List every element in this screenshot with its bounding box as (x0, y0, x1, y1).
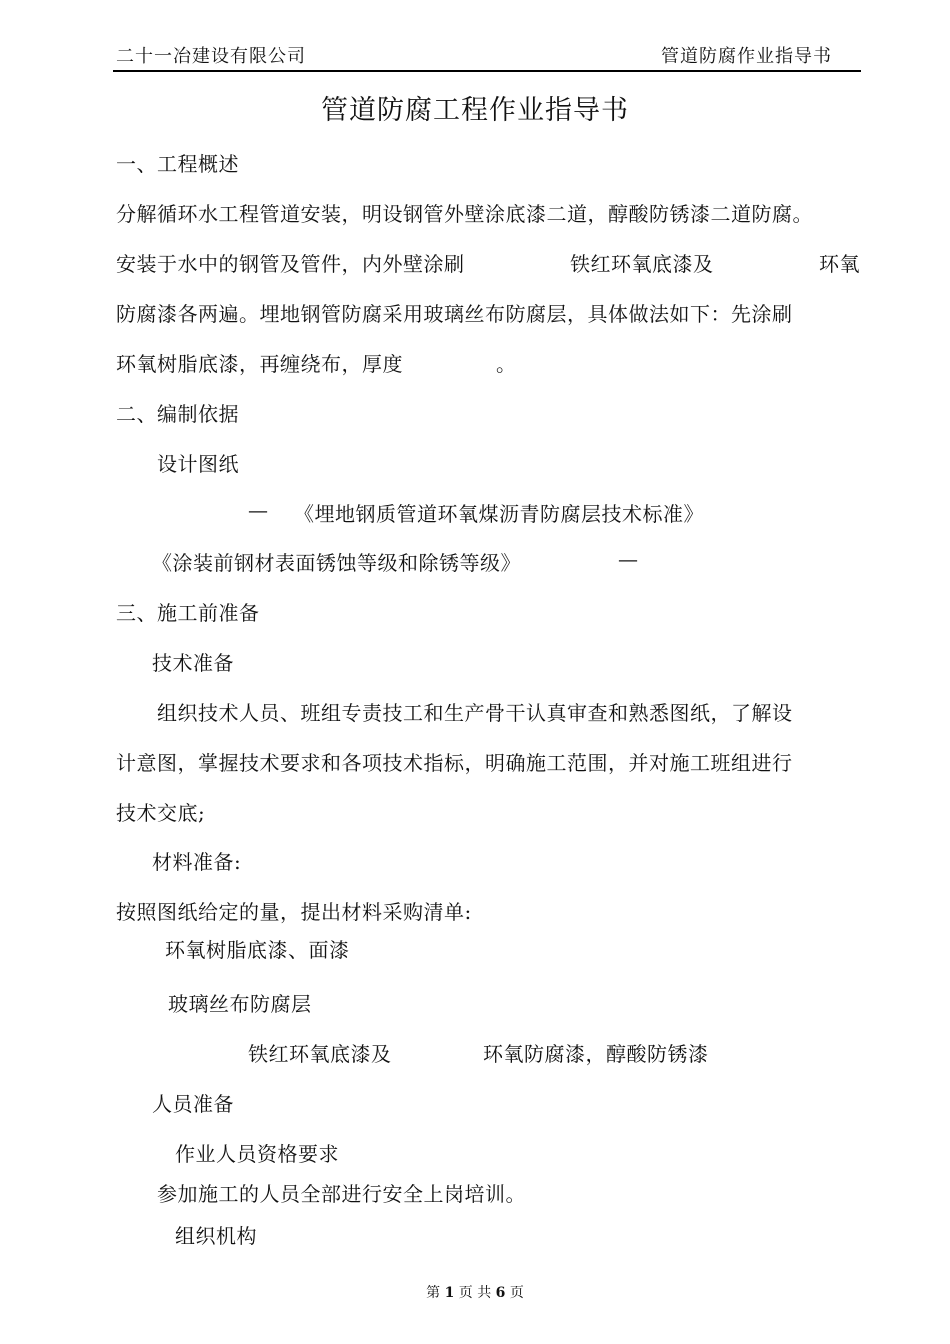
footer-page: 1 (444, 1285, 455, 1301)
footer-word-2: 页 共 (458, 1285, 492, 1301)
overview-line-1: 分解循环水工程管道安装，明设钢管外壁涂底漆二道，醇酸防锈漆二道防腐。 (116, 202, 813, 226)
section-heading-basis: 二、编制依据 (116, 402, 239, 426)
basis-item-3-dash: — (618, 547, 639, 571)
basis-item-2-dash: — (248, 498, 269, 522)
staff-training: 参加施工的人员全部进行安全上岗培训。 (157, 1182, 526, 1206)
overview-line-2-part-c: 环氧 (819, 252, 860, 276)
section-heading-overview: 一、工程概述 (116, 152, 239, 176)
basis-item-3-title: 《涂装前钢材表面锈蚀等级和除锈等级》 (152, 551, 521, 575)
overview-line-4-end: 。 (496, 352, 517, 376)
prep-staff-title: 人员准备 (152, 1092, 234, 1116)
overview-line-2-part-b: 铁红环氧底漆及 (570, 252, 714, 276)
header-doc-name: 管道防腐作业指导书 (661, 46, 832, 67)
organization-title: 组织机构 (175, 1224, 257, 1248)
material-item-3-part-a: 铁红环氧底漆及 (248, 1042, 392, 1066)
footer-word-3: 页 (509, 1285, 524, 1301)
page-title: 管道防腐工程作业指导书 (321, 95, 629, 126)
overview-line-4: 环氧树脂底漆，再缠绕布，厚度 (116, 352, 403, 376)
footer-total: 6 (495, 1285, 506, 1301)
material-item-3-part-b: 环氧防腐漆，醇酸防锈漆 (483, 1042, 709, 1066)
footer-word-1: 第 (426, 1285, 441, 1301)
prep-tech-line-3: 技术交底; (116, 801, 206, 825)
overview-line-2 (116, 248, 860, 277)
prep-tech-title: 技术准备 (152, 651, 234, 675)
page-number (0, 1282, 950, 1302)
material-item-1: 环氧树脂底漆、面漆 (165, 938, 350, 962)
material-item-2: 玻璃丝布防腐层 (168, 992, 312, 1016)
section-heading-prep: 三、施工前准备 (116, 601, 260, 625)
basis-item-drawings: 设计图纸 (157, 452, 239, 476)
prep-tech-line-2: 计意图，掌握技术要求和各项技术指标，明确施工范围，并对施工班组进行 (116, 751, 793, 775)
basis-item-2-title: 《埋地钢质管道环氧煤沥青防腐层技术标准》 (294, 502, 704, 526)
prep-material-intro: 按照图纸给定的量，提出材料采购清单: (116, 900, 472, 924)
prep-material-title: 材料准备: (152, 850, 242, 874)
overview-line-3: 防腐漆各两遍。埋地钢管防腐采用玻璃丝布防腐层，具体做法如下：先涂刷 (116, 302, 793, 326)
header-company: 二十一冶建设有限公司 (116, 46, 306, 67)
prep-tech-line-1: 组织技术人员、班组专责技工和生产骨干认真审查和熟悉图纸，了解设 (157, 701, 793, 725)
staff-qualification: 作业人员资格要求 (175, 1142, 339, 1166)
header-divider (113, 70, 861, 72)
overview-line-2-part-a: 安装于水中的钢管及管件，内外壁涂刷 (116, 252, 465, 276)
